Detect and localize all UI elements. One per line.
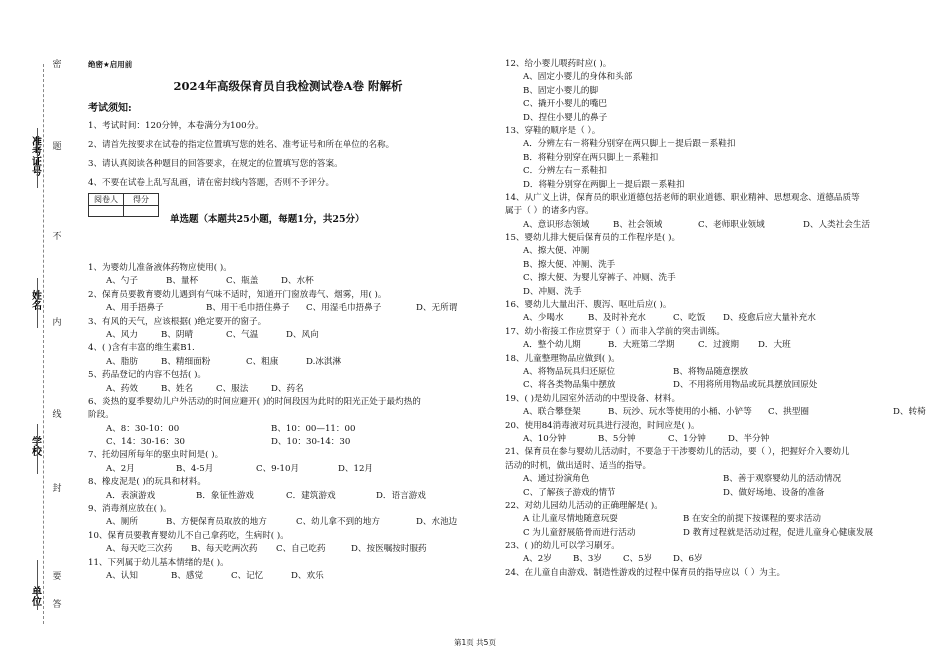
options-row [505, 487, 925, 500]
answer-option[interactable]: B、及时补充水 [588, 313, 646, 324]
answer-option[interactable]: C、记忆 [231, 570, 264, 581]
answer-option[interactable]: A、厕所 [106, 517, 138, 528]
answer-option[interactable]: D、欢乐 [291, 570, 324, 581]
question-text: 2、保育员要教育婴幼儿遇到有气味不适时，知道开门窗放毒气、烟雾，用( )。 [88, 289, 387, 300]
options-row [505, 312, 925, 325]
answer-option[interactable]: D、人类社会生活 [803, 219, 871, 230]
answer-option[interactable]: B、感觉 [171, 570, 204, 581]
answer-option[interactable]: B、阴晴 [161, 329, 194, 340]
answer-option[interactable]: A、药效 [106, 383, 138, 394]
options-row [88, 490, 488, 503]
seal-mark: 答 [52, 600, 62, 610]
question-text: 11、下列属于幼儿基本情绪的是( )。 [88, 557, 229, 568]
secret-label: 绝密★启用前 [88, 60, 133, 69]
question-text: 13、穿鞋的顺序是（ ）。 [505, 125, 601, 136]
answer-option[interactable]: D、半分钟 [728, 433, 770, 444]
answer-option[interactable]: B、4-5月 [176, 463, 214, 474]
answer-option[interactable]: A、脂肪 [106, 356, 138, 367]
question-text: 20、使用84消毒液对玩具进行浸泡，时间应是( )。 [505, 420, 700, 431]
answer-option[interactable]: C、瓶盖 [226, 276, 259, 287]
blank-school [37, 424, 39, 474]
question-text: 23、( )的幼儿可以学习刷牙。 [505, 541, 620, 552]
seal-mark: 密 [52, 60, 62, 70]
answer-option[interactable]: A．整个幼儿期 [523, 340, 581, 351]
answer-option[interactable]: B、姓名 [161, 383, 194, 394]
question-text: A、擦大便、冲厕 [523, 246, 590, 257]
answer-option[interactable]: D.冰淇淋 [306, 356, 342, 367]
answer-option[interactable]: A、少喝水 [523, 313, 564, 324]
question-text: 9、消毒剂应放在( )。 [88, 504, 172, 515]
section-heading: 单选题（本题共25小题，每题1分，共25分） [170, 214, 365, 225]
answer-option[interactable]: C、吃饭 [673, 313, 706, 324]
answer-option[interactable]: B、3岁 [573, 554, 602, 565]
answer-option[interactable]: D、无所谓 [416, 303, 458, 314]
answer-option[interactable]: C、老师职业领域 [698, 219, 765, 230]
notice-list [88, 117, 488, 193]
notice-item: 1、考试时间：120分钟，本卷满分为100分。 [88, 121, 264, 131]
seal-mark: 要 [52, 572, 62, 582]
answer-option[interactable]: C、气温 [226, 329, 259, 340]
question-text: 8、橡皮泥是( )的玩具和材料。 [88, 477, 207, 488]
score-header-grader: 阅卷人 [89, 194, 124, 206]
blank-name [37, 278, 39, 328]
answer-option[interactable]: C 为儿童舒展筋骨而进行活动 [523, 527, 636, 538]
question-text: B．将鞋分别穿在两只脚上－系鞋扣 [523, 152, 659, 163]
binding-strip [0, 0, 70, 671]
answer-option[interactable]: D 教育过程就是活动过程，促进儿童身心健康发展 [683, 527, 874, 538]
options-row [88, 383, 488, 396]
question-text: 12、给小婴儿喂药时应( )。 [505, 59, 612, 69]
options-row [505, 433, 925, 446]
answer-option[interactable]: D、疫愈后应大量补充水 [723, 313, 816, 324]
answer-option[interactable]: C、粗康 [246, 356, 279, 367]
question-text: 15、婴幼儿排大便后保育员的工作程序是( )。 [505, 233, 681, 244]
question-text: 7、托幼园所每年的驱虫时间是( )。 [88, 450, 224, 461]
label-name: 姓名 [32, 291, 42, 312]
answer-option[interactable]: B、精细面粉 [161, 356, 211, 367]
answer-option[interactable]: D、水杯 [281, 276, 314, 287]
options-row [505, 339, 925, 352]
answer-option[interactable]: D、10：30-14：30 [271, 437, 351, 448]
options-row [505, 527, 925, 540]
answer-option[interactable]: B、玩沙、玩水等使用的小桶、小铲等 [608, 407, 752, 418]
question-text: 14、从广义上讲，保育员的职业道德包括老师的职业道德、职业精神、思想观念、道德品质等 [505, 192, 860, 203]
blank-unit [37, 560, 39, 610]
answer-option[interactable]: A、将物品玩具归还原位 [523, 366, 616, 377]
options-row [505, 513, 925, 526]
options-row [88, 329, 488, 342]
answer-option[interactable]: A、每天吃三次药 [106, 544, 173, 555]
options-row [505, 379, 925, 392]
answer-option[interactable]: B、善于观察婴幼儿的活动情况 [723, 474, 842, 485]
seal-mark: 不 [52, 232, 62, 242]
answer-option[interactable]: B、将物品随意摆放 [673, 366, 749, 377]
question-text: D、冲厕、洗手 [523, 286, 582, 297]
answer-option[interactable]: B．大班第二学期 [608, 340, 675, 351]
answer-option[interactable]: B 在安全的前提下按课程的要求活动 [683, 514, 821, 525]
options-row [505, 473, 925, 486]
question-text: 16、婴幼儿大量出汗、腹泻、呕吐后应( )。 [505, 300, 672, 311]
question-text: C、撬开小婴儿的嘴巴 [523, 99, 607, 110]
question-text: C．分辨左右－系鞋扣 [523, 166, 607, 177]
options-row [88, 356, 488, 369]
answer-option[interactable]: C、9-10月 [256, 463, 300, 474]
answer-option[interactable]: B、每天吃两次药 [191, 544, 258, 555]
options-row [88, 275, 488, 288]
answer-option[interactable]: B．象征性游戏 [196, 490, 254, 501]
options-row [505, 406, 925, 419]
score-table [88, 193, 159, 217]
score-header-score: 得分 [124, 194, 159, 206]
answer-option[interactable]: D、转椅 [893, 407, 926, 418]
answer-option[interactable]: A、8：30-10：00 [106, 423, 180, 434]
options-row [88, 423, 488, 436]
answer-option[interactable]: B、方便保育员取放的地方 [166, 517, 267, 528]
question-text: 24、在儿童自由游戏、制造性游戏的过程中保育员的指导应以（ ）为主。 [505, 567, 786, 578]
answer-option[interactable]: D、风向 [286, 329, 319, 340]
question-text: 18、儿童整理物品应做到( )。 [505, 353, 620, 364]
label-unit: 单位 [32, 587, 42, 608]
question-text: A．分辨左右－将鞋分别穿在两只脚上－提后跟－系鞋扣 [523, 139, 736, 150]
question-text: 阶段。 [88, 410, 114, 421]
answer-option[interactable]: A、2岁 [523, 554, 552, 565]
question-text: 3、有风的天气，应该根据( )绝定要开的窗子。 [88, 316, 267, 327]
answer-option[interactable]: B、5分钟 [598, 433, 636, 444]
answer-option[interactable]: C、了解孩子游戏的情节 [523, 487, 616, 498]
answer-option[interactable]: C、拱型圈 [768, 407, 809, 418]
question-text: B、擦大便、冲厕、洗手 [523, 259, 616, 270]
score-cell-grader[interactable] [89, 206, 124, 217]
question-text: 21、保育员在参与婴幼儿活动时，不要急于干涉婴幼儿的活动，要（ ），把握好介入婴幼儿 [505, 447, 850, 458]
question-text: 属于（ ）的诸多内容。 [505, 206, 594, 217]
options-row [505, 553, 925, 566]
answer-option[interactable]: A、风力 [106, 329, 138, 340]
question-text: D．将鞋分别穿在两脚上－提后跟－系鞋扣 [523, 179, 685, 190]
answer-option[interactable]: D．大班 [758, 340, 791, 351]
answer-option[interactable]: A、10分钟 [523, 433, 566, 444]
seal-mark: 线 [52, 410, 62, 420]
question-text: D、捏住小婴儿的鼻子 [523, 112, 608, 123]
question-text: 4、( )含有丰富的维生素B1. [88, 343, 195, 354]
question-text: C、擦大便、为婴儿穿裤子、冲厕、洗手 [523, 273, 676, 284]
question-text: 6、炎热的夏季婴幼儿户外活动的时间应避开( )的时间段因为此时的阳光正处于最灼热的 [88, 396, 421, 407]
question-text: 22、对幼儿园幼儿活动的正确理解是( )。 [505, 500, 663, 511]
answer-option[interactable]: B、量杯 [166, 276, 199, 287]
notice-item: 3、请认真阅读各种题目的回答要求，在规定的位置填写您的答案。 [88, 159, 343, 169]
options-row [88, 463, 488, 476]
answer-option[interactable]: C．建筑游戏 [286, 490, 336, 501]
question-text: A、固定小婴儿的身体和头部 [523, 72, 633, 83]
answer-option[interactable]: D、药名 [271, 383, 304, 394]
answer-option[interactable]: A、认知 [106, 570, 138, 581]
options-row [88, 302, 488, 315]
right-question-column [505, 58, 925, 580]
notice-heading: 考试须知: [88, 103, 132, 114]
answer-option[interactable]: C、服法 [216, 383, 249, 394]
seal-mark: 内 [52, 318, 62, 328]
question-text: B、固定小婴儿的脚 [523, 85, 599, 96]
answer-option[interactable]: A、意识形态领域 [523, 219, 590, 230]
options-row [88, 543, 488, 556]
question-text: 19、( )是幼儿园室外活动的中型设备、材料。 [505, 393, 681, 404]
label-exam-number: 准考证号 [32, 137, 42, 178]
answer-option[interactable]: C、1分钟 [668, 433, 706, 444]
answer-option[interactable]: A 让儿童尽情地随意玩耍 [523, 514, 618, 525]
notice-item: 2、请首先按要求在试卷的指定位置填写您的姓名、准考证号和所在单位的名称。 [88, 140, 395, 150]
label-school: 学校 [32, 437, 42, 458]
answer-option[interactable]: D．语言游戏 [376, 490, 426, 501]
answer-option[interactable]: D、水池边 [416, 517, 458, 528]
options-row [88, 516, 488, 529]
options-row [505, 366, 925, 379]
answer-option[interactable]: D、按医嘱按时服药 [351, 544, 427, 555]
options-row [88, 570, 488, 583]
answer-option[interactable]: C．过渡期 [698, 340, 739, 351]
question-text: 1、为婴幼儿准备液体药物应使用( )。 [88, 263, 232, 273]
seal-mark: 题 [52, 142, 62, 152]
question-text: 5、药品登记的内容不包括( )。 [88, 370, 207, 381]
answer-option[interactable]: C、用湿毛巾捂鼻子 [306, 303, 382, 314]
options-row [505, 219, 925, 232]
question-text: 活动的时机，做出适时、适当的指导。 [505, 460, 652, 471]
answer-option[interactable]: C、5岁 [623, 554, 653, 565]
answer-option[interactable]: C、将各类物品集中摆放 [523, 380, 616, 391]
answer-option[interactable]: D、6岁 [673, 554, 703, 565]
answer-option[interactable]: B、用干毛巾捂住鼻子 [206, 303, 290, 314]
notice-item: 4、不要在试卷上乱写乱画，请在密封线内答题，否则不予评分。 [88, 178, 335, 188]
answer-option[interactable]: A、通过扮演角色 [523, 474, 590, 485]
answer-option[interactable]: D、不用将所用物品或玩具摆放回原处 [673, 380, 818, 391]
answer-option[interactable]: C、幼儿拿不到的地方 [296, 517, 380, 528]
answer-option[interactable]: C、14：30-16：30 [106, 437, 186, 448]
question-text: 10、保育员要教育婴幼儿不自己拿药吃，生病时( )。 [88, 530, 289, 541]
answer-option[interactable]: A、2月 [106, 463, 135, 474]
page-footer: 第1页 共5页 [454, 638, 496, 647]
answer-option[interactable]: C、自己吃药 [276, 544, 326, 555]
answer-option[interactable]: A、用手捂鼻子 [106, 303, 164, 314]
answer-option[interactable]: A、勺子 [106, 276, 138, 287]
question-text: 17、幼小衔接工作应贯穿于（ ）而非入学前的突击训练。 [505, 326, 725, 337]
answer-option[interactable]: B、社会领域 [613, 219, 663, 230]
blank-exam-number [37, 128, 39, 188]
answer-option[interactable]: D、12月 [338, 463, 374, 474]
answer-option[interactable]: A、联合攀登架 [523, 407, 581, 418]
left-question-column [88, 262, 488, 583]
page-title: 2024年高级保育员自我检测试卷A卷 附解析 [173, 79, 403, 93]
score-cell-score[interactable] [124, 206, 159, 217]
answer-option[interactable]: D、做好场地、设备的准备 [723, 487, 825, 498]
answer-option[interactable]: B、10：00—11：00 [271, 423, 356, 434]
answer-option[interactable]: A．表演游戏 [106, 490, 156, 501]
seal-mark: 封 [52, 484, 62, 494]
options-row [88, 436, 488, 449]
